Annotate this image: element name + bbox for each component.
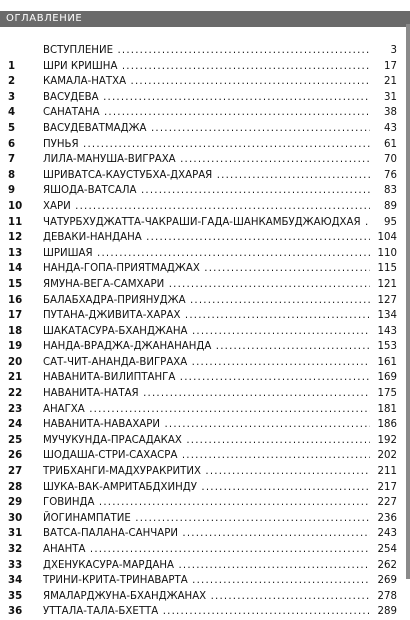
toc-entry[interactable]	[0, 308, 406, 324]
chapter-number: 26	[8, 450, 23, 462]
chapter-title: ДЕВАКИ-НАНДАНА .....	[43, 230, 370, 246]
page-number: 186	[377, 419, 397, 431]
chapter-title: ВАСУДЕВАТМАДЖА .....	[43, 121, 370, 137]
header-bar	[0, 11, 410, 27]
chapter-title: ВАТСА-ПАЛАНА-САНЧАРИ .....	[43, 526, 370, 542]
chapter-title: ЛИЛА-МАНУША-ВИГРАХА .....	[43, 152, 370, 168]
chapter-title: ЯМАЛАРДЖУНА-БХАНДЖАНАХ .....	[43, 589, 370, 605]
page-number: 181	[377, 403, 397, 415]
page-number: 175	[377, 388, 397, 400]
toc-entry[interactable]	[0, 355, 406, 371]
toc-entry[interactable]	[0, 215, 406, 231]
page-number: 104	[377, 232, 397, 244]
chapter-title: ШРИ КРИШНА .....	[43, 59, 370, 75]
toc-entry[interactable]	[0, 558, 406, 574]
chapter-title: ШУКА-ВАК-АМРИТАБДХИНДУ .....	[43, 480, 370, 496]
toc-entry[interactable]	[0, 74, 406, 90]
page-number: 89	[384, 200, 397, 212]
toc-entry[interactable]	[0, 293, 406, 309]
page-number: 278	[377, 590, 397, 602]
chapter-title: ВАСУДЕВА .....	[43, 90, 370, 106]
toc-entry[interactable]	[0, 59, 406, 75]
chapter-title: ТРИБХАНГИ-МАДХУРАКРИТИХ .....	[43, 464, 370, 480]
page-number: 31	[384, 91, 397, 103]
chapter-title: ХАРИ .....	[43, 199, 370, 215]
chapter-number: 24	[8, 419, 23, 431]
toc-entry[interactable]	[0, 246, 406, 262]
chapter-number: 3	[8, 91, 16, 103]
page-number: 134	[377, 310, 397, 322]
chapter-title: ВСТУПЛЕНИЕ .....	[43, 43, 370, 59]
chapter-title: ЯШОДА-ВАТСАЛА .....	[43, 183, 370, 199]
chapter-number: 25	[8, 434, 23, 446]
chapter-number: 7	[8, 154, 16, 166]
chapter-number: 32	[8, 544, 23, 555]
chapter-number: 35	[8, 590, 23, 602]
chapter-title: МУЧУКУНДА-ПРАСАДАКАХ .....	[43, 433, 370, 449]
chapter-title: ГОВИНДА .....	[43, 495, 370, 511]
chapter-title: ТРИНИ-КРИТА-ТРИНАВАРТА .....	[43, 573, 370, 589]
page-number: 61	[384, 138, 397, 150]
chapter-title: ЧАТУРБХУДЖАТТА-ЧАКРАШИ-ГАДА-ШАНКАМБУДЖАЮДХАЯ .....	[43, 215, 370, 231]
chapter-title: НАНДА-ГОПА-ПРИЯТМАДЖАХ .....	[43, 261, 370, 277]
chapter-title: ШРИВАТСА-КАУСТУБХА-ДХАРАЯ .....	[43, 168, 370, 184]
page-number: 169	[377, 372, 397, 384]
chapter-number: 29	[8, 497, 23, 509]
toc-entry[interactable]	[0, 511, 406, 527]
toc-entry[interactable]	[0, 152, 406, 168]
toc-entry[interactable]	[0, 324, 406, 340]
page-number: 202	[377, 450, 397, 462]
page-number: 161	[377, 356, 397, 368]
chapter-title: ШРИШАЯ .....	[43, 246, 370, 262]
page-number: 17	[384, 60, 397, 72]
page-number: 76	[384, 169, 397, 181]
page-number: 95	[384, 216, 397, 228]
chapter-title: КАМАЛА-НАТХА .....	[43, 74, 370, 90]
page-number: 217	[377, 481, 397, 493]
chapter-title: САТ-ЧИТ-АНАНДА-ВИГРАХА .....	[43, 355, 370, 371]
chapter-title: ПУТАНА-ДЖИВИТА-ХАРАХ .....	[43, 308, 370, 324]
chapter-number: 21	[8, 372, 23, 384]
page-number: 269	[377, 575, 397, 587]
toc-entry[interactable]	[0, 90, 406, 106]
chapter-number: 5	[8, 122, 16, 134]
chapter-number: 15	[8, 278, 23, 290]
chapter-number: 36	[8, 606, 23, 618]
page-number: 110	[377, 247, 397, 259]
chapter-number: 8	[8, 169, 16, 181]
chapter-title: ЙОГИНАМПАТИЕ .....	[43, 511, 370, 527]
toc-entry[interactable]	[0, 542, 406, 558]
chapter-number: 33	[8, 559, 23, 571]
chapter-number: 12	[8, 232, 23, 244]
chapter-number: 4	[8, 107, 16, 119]
page-number: 289	[377, 606, 397, 618]
table-of-contents	[0, 43, 406, 620]
toc-entry[interactable]	[0, 526, 406, 542]
page-number: 262	[377, 559, 397, 571]
chapter-number: 30	[8, 512, 23, 524]
page-number: 70	[384, 154, 397, 166]
toc-entry[interactable]	[0, 43, 406, 59]
toc-entry[interactable]	[0, 137, 406, 153]
page-number: 254	[377, 544, 397, 555]
page-number: 153	[377, 341, 397, 353]
page-number: 21	[384, 76, 397, 88]
page-number: 243	[377, 528, 397, 540]
toc-entry[interactable]	[0, 417, 406, 433]
toc-entry[interactable]	[0, 573, 406, 589]
chapter-title: АНАНТА .....	[43, 542, 370, 558]
toc-entry[interactable]	[0, 402, 406, 418]
chapter-title: ДХЕНУКАСУРА-МАРДАНА .....	[43, 558, 370, 574]
chapter-number: 20	[8, 356, 23, 368]
chapter-title: УТТАЛА-ТАЛА-БХЕТТА .....	[43, 604, 370, 620]
toc-entry[interactable]	[0, 589, 406, 605]
chapter-number: 9	[8, 185, 16, 197]
toc-entry[interactable]	[0, 495, 406, 511]
chapter-number: 13	[8, 247, 23, 259]
toc-entry[interactable]	[0, 230, 406, 246]
chapter-title: АНАГХА .....	[43, 402, 370, 418]
page-number: 192	[377, 434, 397, 446]
page-edge-bar	[406, 24, 410, 579]
chapter-number: 11	[8, 216, 23, 228]
chapter-number: 31	[8, 528, 23, 540]
chapter-number: 1	[8, 60, 16, 72]
toc-entry[interactable]	[0, 433, 406, 449]
toc-entry[interactable]	[0, 386, 406, 402]
toc-entry[interactable]	[0, 277, 406, 293]
toc-entry[interactable]	[0, 261, 406, 277]
toc-entry[interactable]	[0, 199, 406, 215]
chapter-number: 10	[8, 200, 23, 212]
chapter-title: САНАТАНА .....	[43, 105, 370, 121]
page-number: 211	[377, 466, 397, 478]
page-number: 43	[384, 122, 397, 134]
page-number: 3	[390, 45, 397, 56]
page-title: ОГЛАВЛЕНИЕ	[6, 13, 83, 24]
page-number: 121	[377, 278, 397, 290]
chapter-title: НАВАНИТА-ВИЛИПТАНГА .....	[43, 370, 370, 386]
chapter-title: НАНДА-ВРАДЖА-ДЖАНАНАНДА .....	[43, 339, 370, 355]
chapter-number: 2	[8, 76, 16, 88]
chapter-number: 14	[8, 263, 23, 275]
chapter-title: ШОДАША-СТРИ-САХАСРА .....	[43, 448, 370, 464]
chapter-title: НАВАНИТА-НАВАХАРИ .....	[43, 417, 370, 433]
chapter-number: 22	[8, 388, 23, 400]
chapter-number: 34	[8, 575, 23, 587]
page-number: 115	[377, 263, 397, 275]
chapter-title: ПУНЬЯ .....	[43, 137, 370, 153]
chapter-number: 27	[8, 466, 23, 478]
page-number: 143	[377, 325, 397, 337]
page-number: 83	[384, 185, 397, 197]
chapter-number: 19	[8, 341, 23, 353]
toc-entry[interactable]	[0, 464, 406, 480]
toc-entry[interactable]	[0, 105, 406, 121]
toc-entry[interactable]	[0, 183, 406, 199]
page-number: 127	[377, 294, 397, 306]
chapter-number: 23	[8, 403, 23, 415]
chapter-title: НАВАНИТА-НАТАЯ .....	[43, 386, 370, 402]
chapter-number: 28	[8, 481, 23, 493]
toc-entry[interactable]	[0, 121, 406, 137]
toc-entry[interactable]	[0, 604, 406, 620]
toc-entry[interactable]	[0, 448, 406, 464]
chapter-title: ШАКАТАСУРА-БХАНДЖАНА .....	[43, 324, 370, 340]
toc-entry[interactable]	[0, 339, 406, 355]
chapter-title: БАЛАБХАДРА-ПРИЯНУДЖА .....	[43, 293, 370, 309]
page-number: 236	[377, 512, 397, 524]
chapter-number: 18	[8, 325, 23, 337]
page-number: 38	[384, 107, 397, 119]
toc-entry[interactable]	[0, 480, 406, 496]
chapter-number: 6	[8, 138, 16, 150]
toc-entry[interactable]	[0, 168, 406, 184]
chapter-number: 16	[8, 294, 23, 306]
toc-entry[interactable]	[0, 370, 406, 386]
chapter-number: 17	[8, 310, 23, 322]
page-number: 227	[377, 497, 397, 509]
chapter-title: ЯМУНА-ВЕГА-САМХАРИ .....	[43, 277, 370, 293]
